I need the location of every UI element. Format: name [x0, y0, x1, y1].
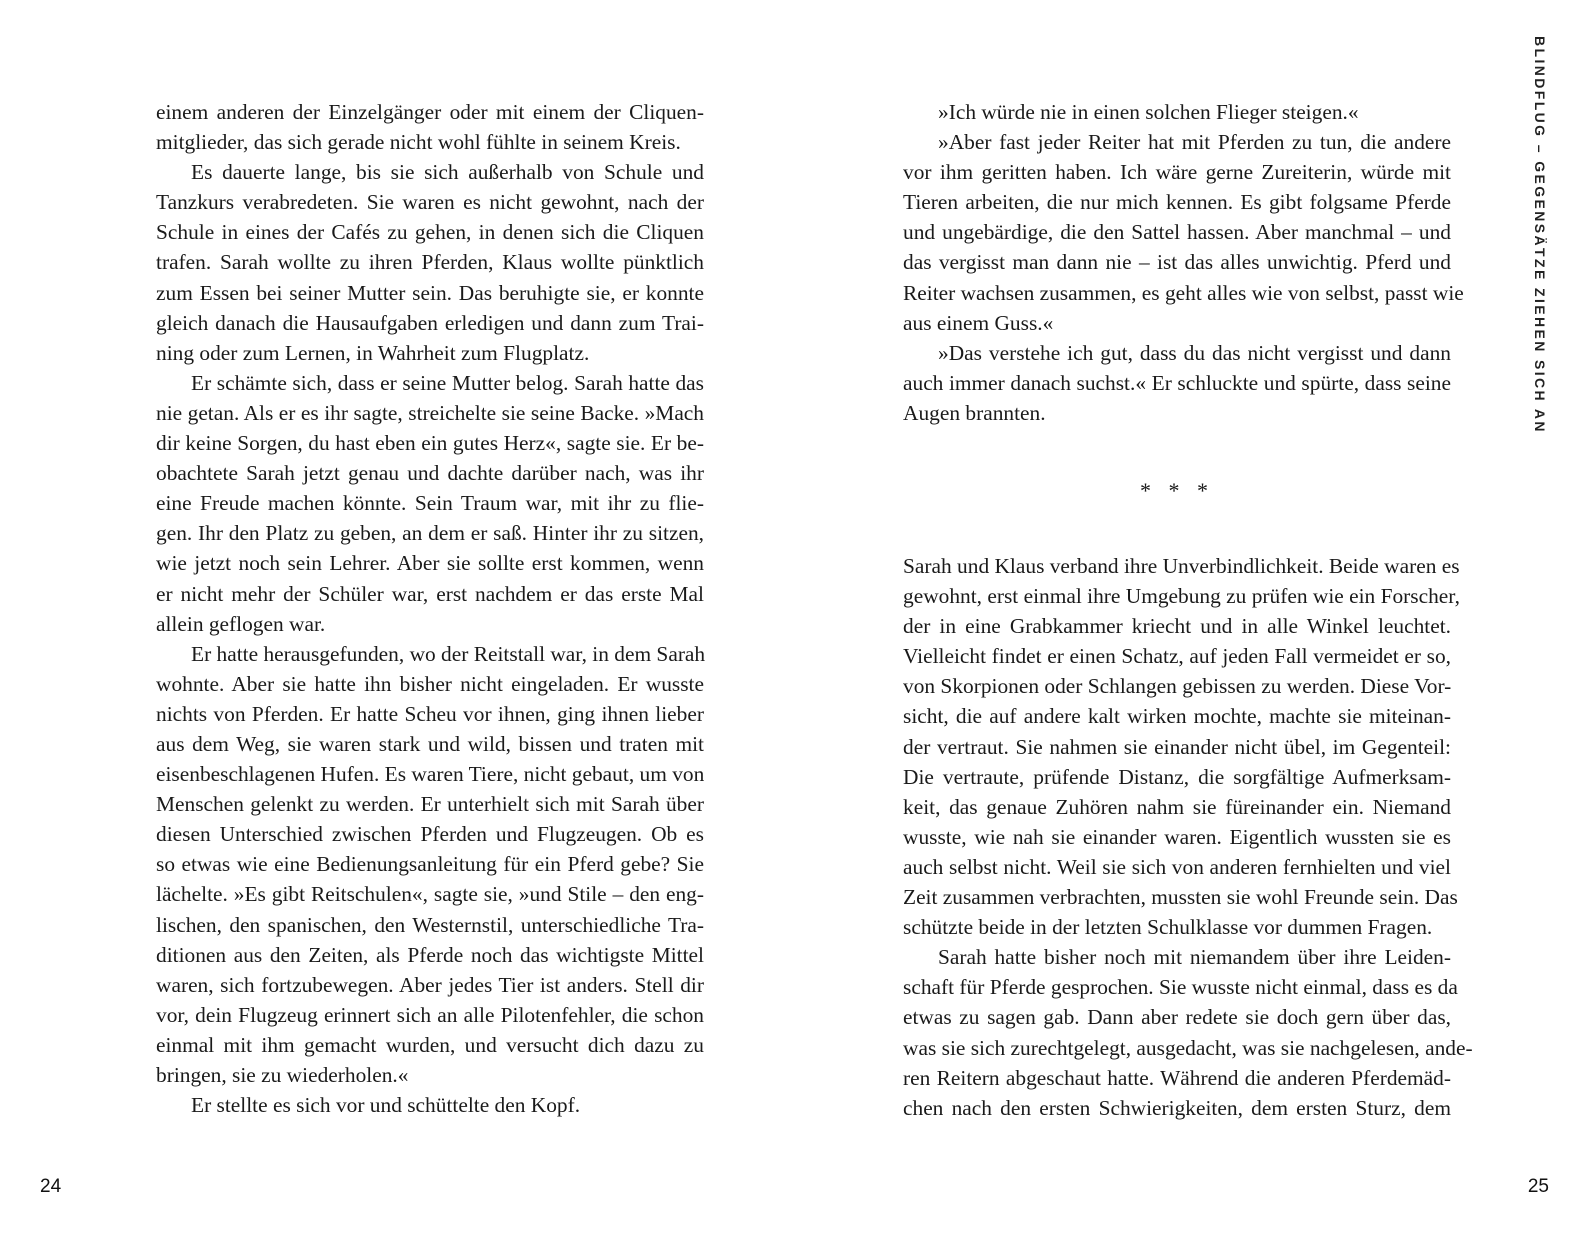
text-line: Schule in eines der Cafés zu gehen, in denen sich die Cliquen [156, 220, 704, 245]
text-line: wie jetzt noch sein Lehrer. Aber sie sollte erst kommen, wenn [156, 551, 704, 576]
text-line: vor ihm geritten haben. Ich wäre gerne Zureiterin, würde mit [903, 160, 1451, 185]
text-line: eine Freude machen könnte. Sein Traum war, mit ihr zu flie- [156, 491, 704, 516]
page-number-right: 25 [1527, 1176, 1549, 1197]
text-line: einem anderen der Einzelgänger oder mit einem der Cliquen- [156, 100, 704, 124]
text-line: Menschen gelenkt zu werden. Er unterhielt sich mit Sarah über [156, 792, 704, 817]
page-number-left: 24 [40, 1176, 62, 1197]
text-line: eisenbeschlagenen Hufen. Es waren Tiere, nicht gebaut, um von [156, 762, 705, 787]
right-page-text-section-one [903, 97, 1464, 428]
text-line: er nicht mehr der Schüler war, erst nachdem er das erste Mal [156, 581, 704, 606]
left-page-text [156, 97, 704, 1120]
text-line: das vergisst man dann nie – ist das alles unwichtig. Pferd und [903, 250, 1451, 275]
text-line: so etwas wie eine Bedienungsanleitung für ein Pferd gebe? Sie [156, 852, 704, 877]
text-line: bringen, sie zu wiederholen.« [156, 1063, 409, 1087]
text-line: gewohnt, erst einmal ihre Umgebung zu prüfen wie ein Forscher, [903, 584, 1460, 609]
text-line: Augen brannten. [903, 400, 1046, 425]
right-page-text-section-two [903, 551, 1473, 1123]
text-line: gleich danach die Hausaufgaben erledigen und dann zum Trai- [156, 310, 704, 335]
text-line: lächelte. »Es gibt Reitschulen«, sagte sie, »und Stile – den eng- [156, 882, 704, 907]
text-line: Vielleicht findet er einen Schatz, auf jeden Fall vermeidet er so, [903, 644, 1451, 669]
right-page [797, 0, 1594, 1240]
text-line: Er schämte sich, dass er seine Mutter belog. Sarah hatte das [191, 370, 704, 395]
text-line: chen nach den ersten Schwierigkeiten, dem ersten Sturz, dem [903, 1095, 1451, 1120]
text-line: allein geflogen war. [156, 611, 326, 636]
text-line: sicht, die auf andere kalt wirken mochte, machte sie miteinan- [903, 704, 1451, 729]
running-head: BLINDFLUG – GEGENSÄTZE ZIEHEN SICH AN [1532, 36, 1548, 434]
text-line: waren, sich fortzubewegen. Aber jedes Tier ist anders. Stell dir [156, 972, 704, 997]
text-line: keit, das genaue Zuhören nahm sie füreinander ein. Niemand [903, 794, 1451, 819]
text-line: schaft für Pferde gesprochen. Sie wusste nicht einmal, dass es da [903, 975, 1458, 1000]
text-line: Sarah und Klaus verband ihre Unverbindlichkeit. Beide waren es [903, 554, 1460, 578]
text-line: lischen, den spanischen, den Westernstil, unterschiedliche Tra- [156, 912, 704, 937]
text-line: mitglieder, das sich gerade nicht wohl fühlte in seinem Kreis. [156, 130, 681, 155]
text-line: gen. Ihr den Platz zu geben, an dem er saß. Hinter ihr zu sitzen, [156, 521, 704, 546]
text-line: »Ich würde nie in einen solchen Flieger steigen.« [938, 100, 1359, 124]
text-line: der vertraut. Sie nahmen sie einander nicht übel, im Gegenteil: [903, 734, 1451, 759]
text-line: dir keine Sorgen, du hast eben ein gutes Herz«, sagte sie. Er be- [156, 431, 704, 456]
text-line: Die vertraute, prüfende Distanz, die sorgfältige Aufmerksam- [903, 764, 1451, 789]
text-line: nichts von Pferden. Er hatte Scheu vor ihnen, ging ihnen lieber [156, 701, 704, 726]
text-line: »Das verstehe ich gut, dass du das nicht vergisst und dann [938, 340, 1451, 365]
section-separator: * * * [1140, 478, 1214, 503]
text-line: »Aber fast jeder Reiter hat mit Pferden zu tun, die andere [938, 130, 1451, 155]
text-line: ren Reitern abgeschaut hatte. Während die anderen Pferdemäd- [903, 1065, 1451, 1090]
text-line: diesen Unterschied zwischen Pferden und Flugzeugen. Ob es [156, 822, 704, 847]
text-line: zum Essen bei seiner Mutter sein. Das beruhigte sie, er konnte [156, 280, 704, 305]
text-line: ditionen aus den Zeiten, als Pferde noch das wichtigste Mittel [156, 942, 704, 967]
text-line: obachtete Sarah jetzt genau und dachte darüber nach, was ihr [156, 461, 704, 486]
text-line: nie getan. Als er es ihr sagte, streichelte sie seine Backe. »Mach [156, 400, 704, 425]
text-line: Zeit zusammen verbrachten, mussten sie wohl Freunde sein. Das [903, 885, 1458, 910]
text-line: Er hatte herausgefunden, wo der Reitstall war, in dem Sarah [191, 641, 706, 666]
text-line: Er stellte es sich vor und schüttelte den Kopf. [191, 1093, 581, 1118]
text-line: aus einem Guss.« [903, 310, 1054, 335]
text-line: auch immer danach suchst.« Er schluckte und spürte, dass seine [903, 370, 1451, 395]
text-line: Sarah hatte bisher noch mit niemandem über ihre Leiden- [938, 945, 1451, 970]
text-line: wohnte. Aber sie hatte ihn bisher nicht eingeladen. Er wusste [156, 671, 704, 696]
text-line: von Skorpionen oder Schlangen gebissen zu werden. Diese Vor- [903, 674, 1452, 699]
text-line: etwas zu sagen gab. Dann aber redete sie doch gern über das, [903, 1005, 1451, 1030]
text-line: und ungebärdige, die den Sattel hassen. Aber manchmal – und [903, 220, 1451, 245]
text-line: trafen. Sarah wollte zu ihren Pferden, Klaus wollte pünktlich [156, 250, 704, 275]
text-line: was sie sich zurechtgelegt, ausgedacht, was sie nachgelesen, ande- [903, 1035, 1473, 1060]
text-line: vor, dein Flugzeug erinnert sich an alle Pilotenfehler, die schon [156, 1002, 704, 1027]
text-line: einmal mit ihm gemacht wurden, und versucht dich dazu zu [156, 1032, 704, 1057]
text-line: aus dem Weg, sie waren stark und wild, bissen und traten mit [156, 731, 704, 756]
text-line: der in eine Grabkammer kriecht und in alle Winkel leuchtet. [903, 614, 1451, 639]
text-line: Reiter wachsen zusammen, es geht alles wie von selbst, passt wie [903, 280, 1464, 305]
text-line: Tieren arbeiten, die nur mich kennen. Es gibt folgsame Pferde [903, 190, 1451, 215]
text-line: ning oder zum Lernen, in Wahrheit zum Flugplatz. [156, 340, 590, 365]
text-line: schützte beide in der letzten Schulklasse vor dummen Fragen. [903, 915, 1433, 940]
text-line: auch selbst nicht. Weil sie sich von anderen fernhielten und viel [903, 854, 1451, 879]
text-line: Tanzkurs verabredeten. Sie waren es nicht gewohnt, nach der [156, 190, 704, 215]
text-line: wusste, wie nah sie einander waren. Eigentlich wussten sie es [903, 824, 1451, 849]
text-line: Es dauerte lange, bis sie sich außerhalb von Schule und [191, 160, 704, 185]
